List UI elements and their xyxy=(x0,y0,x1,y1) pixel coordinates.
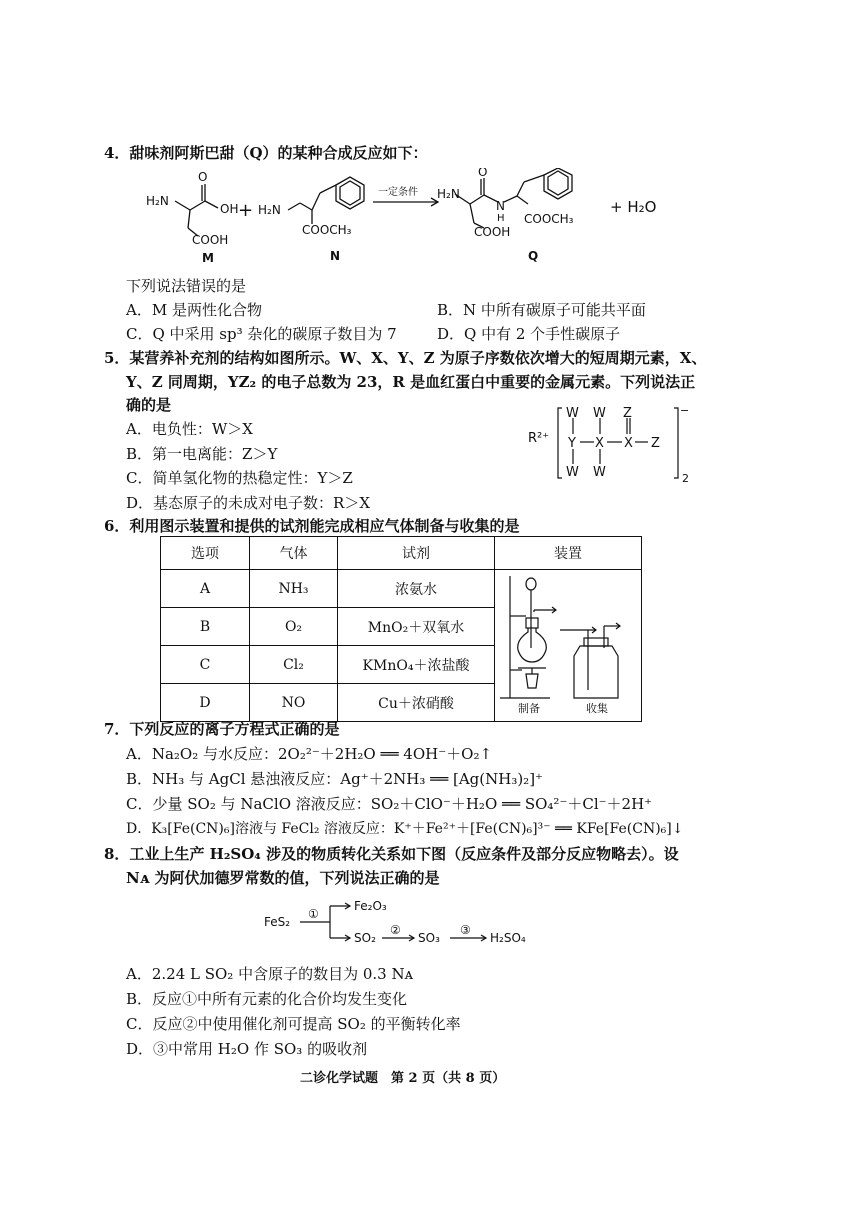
header-gas: 气体 xyxy=(250,537,338,570)
cell-gas: NH₃ xyxy=(250,570,338,608)
q8-flow-diagram xyxy=(262,894,552,950)
cell-reagent: KMnO₄＋浓盐酸 xyxy=(338,646,495,684)
cell-reagent: Cu＋浓硝酸 xyxy=(338,684,495,722)
svg-text:H₂N: H₂N xyxy=(146,194,169,208)
svg-text:③: ③ xyxy=(460,923,471,937)
svg-text:H₂N: H₂N xyxy=(258,203,281,217)
q5-option-c: C．简单氢化物的热稳定性：Y＞Z xyxy=(126,469,353,487)
svg-text:W: W xyxy=(566,406,579,421)
svg-text:O: O xyxy=(198,170,208,184)
cell-option: C xyxy=(161,646,250,684)
svg-text:W: W xyxy=(593,465,606,480)
svg-text:②: ② xyxy=(390,923,401,937)
svg-text:COOH: COOH xyxy=(192,233,229,247)
svg-text:H₂SO₄: H₂SO₄ xyxy=(490,931,526,945)
svg-text:X: X xyxy=(595,436,604,451)
cell-option: B xyxy=(161,608,250,646)
svg-text:一定条件: 一定条件 xyxy=(378,187,418,198)
svg-text:2: 2 xyxy=(682,472,689,484)
svg-text:SO₂: SO₂ xyxy=(354,931,376,945)
q4-option-b: B．N 中所有碳原子可能共平面 xyxy=(437,301,646,319)
svg-text:H₂N: H₂N xyxy=(437,187,460,201)
q4-stem: 4．甜味剂阿斯巴甜（Q）的某种合成反应如下： xyxy=(104,144,428,162)
q7-option-a: A．Na₂O₂ 与水反应：2O₂²⁻＋2H₂O ══ 4OH⁻＋O₂↑ xyxy=(126,745,493,763)
q4-option-d: D．Q 中有 2 个手性碳原子 xyxy=(437,325,621,343)
q4-reaction-scheme xyxy=(140,168,680,268)
q5-option-b: B．第一电离能：Z＞Y xyxy=(126,445,278,463)
q8-option-b: B．反应①中所有元素的化合价均发生变化 xyxy=(126,990,408,1008)
svg-text:COOCH₃: COOCH₃ xyxy=(524,212,574,226)
q7-option-d: D．K₃[Fe(CN)₆]溶液与 FeCl₂ 溶液反应：K⁺＋Fe²⁺＋[Fe(CN)₆]³⁻ ══ KFe[Fe(CN)₆]↓ xyxy=(126,821,684,837)
svg-text:+ H₂O: + H₂O xyxy=(610,198,657,216)
cell-reagent: 浓氨水 xyxy=(338,570,495,608)
apparatus-diagram xyxy=(496,570,640,714)
cell-option: A xyxy=(161,570,250,608)
q5-stem-line1: 5．某营养补充剂的结构如图所示。W、X、Y、Z 为原子序数依次增大的短周期元素，X、 xyxy=(104,349,707,367)
svg-text:O: O xyxy=(478,168,488,179)
svg-text:Fe₂O₃: Fe₂O₃ xyxy=(354,899,387,913)
svg-text:N: N xyxy=(496,199,505,213)
q5-stem-line2: Y、Z 同周期，YZ₂ 的电子总数为 23，R 是血红蛋白中重要的金属元素。下列说法正 xyxy=(126,373,696,391)
page-footer: 二诊化学试题 第 2 页（共 8 页） xyxy=(300,1071,506,1086)
svg-text:X: X xyxy=(624,436,633,451)
header-reagent: 试剂 xyxy=(338,537,495,570)
cell-apparatus xyxy=(495,570,642,722)
svg-text:N: N xyxy=(330,249,341,263)
table-row xyxy=(161,570,642,608)
q8-option-c: C．反应②中使用催化剂可提高 SO₂ 的平衡转化率 xyxy=(126,1015,461,1033)
svg-text:Z: Z xyxy=(623,406,632,421)
svg-text:①: ① xyxy=(308,907,319,921)
r-ion: R²⁺ xyxy=(528,431,550,446)
cell-reagent: MnO₂＋双氧水 xyxy=(338,608,495,646)
cell-gas: NO xyxy=(250,684,338,722)
svg-text:SO₃: SO₃ xyxy=(418,931,440,945)
q6-table xyxy=(160,536,642,722)
q8-option-a: A．2.24 L SO₂ 中含原子的数目为 0.3 Nᴀ xyxy=(126,965,414,983)
cell-option: D xyxy=(161,684,250,722)
label-collect: 收集 xyxy=(586,702,608,714)
svg-text:COOH: COOH xyxy=(474,225,511,239)
svg-text:OH: OH xyxy=(220,202,239,216)
svg-text:H: H xyxy=(497,213,505,224)
q5-stem-line3: 确的是 xyxy=(126,396,172,414)
q4-option-c: C．Q 中采用 sp³ 杂化的碳原子数目为 7 xyxy=(126,325,397,343)
q5-option-a: A．电负性：W＞X xyxy=(126,420,253,438)
q7-option-c: C．少量 SO₂ 与 NaClO 溶液反应：SO₂＋ClO⁻＋H₂O ══ SO₄²⁻＋Cl⁻＋2H⁺ xyxy=(126,795,653,813)
svg-text:W: W xyxy=(593,406,606,421)
q7-option-b: B．NH₃ 与 AgCl 悬浊液反应：Ag⁺＋2NH₃ ══ [Ag(NH₃)₂]⁺ xyxy=(126,770,543,788)
label-prep: 制备 xyxy=(518,702,540,714)
svg-text:−: − xyxy=(680,404,690,417)
q5-option-d: D．基态原子的未成对电子数：R＞X xyxy=(126,494,371,512)
svg-text:+: + xyxy=(238,200,254,221)
q5-structure-diagram xyxy=(528,404,693,484)
svg-text:M: M xyxy=(202,251,214,265)
q8-stem-line1: 8．工业上生产 H₂SO₄ 涉及的物质转化关系如下图（反应条件及部分反应物略去）。设 xyxy=(104,845,679,863)
svg-text:Y: Y xyxy=(568,436,576,451)
q4-prompt: 下列说法错误的是 xyxy=(126,277,247,295)
cell-gas: Cl₂ xyxy=(250,646,338,684)
svg-text:Z: Z xyxy=(651,436,660,451)
q6-stem: 6．利用图示装置和提供的试剂能完成相应气体制备与收集的是 xyxy=(104,517,520,535)
q8-option-d: D．③中常用 H₂O 作 SO₃ 的吸收剂 xyxy=(126,1040,368,1058)
fes2-label: FeS₂ xyxy=(264,915,291,929)
table-header-row xyxy=(161,537,642,570)
q8-stem-line2: Nᴀ 为阿伏加德罗常数的值，下列说法正确的是 xyxy=(126,869,440,887)
svg-text:COOCH₃: COOCH₃ xyxy=(302,223,352,237)
q7-stem: 7．下列反应的离子方程式正确的是 xyxy=(104,720,340,738)
header-option: 选项 xyxy=(161,537,250,570)
cell-gas: O₂ xyxy=(250,608,338,646)
svg-text:W: W xyxy=(566,465,579,480)
q4-option-a: A．M 是两性化合物 xyxy=(126,301,262,319)
header-apparatus: 装置 xyxy=(495,537,642,570)
svg-text:Q: Q xyxy=(528,249,539,263)
